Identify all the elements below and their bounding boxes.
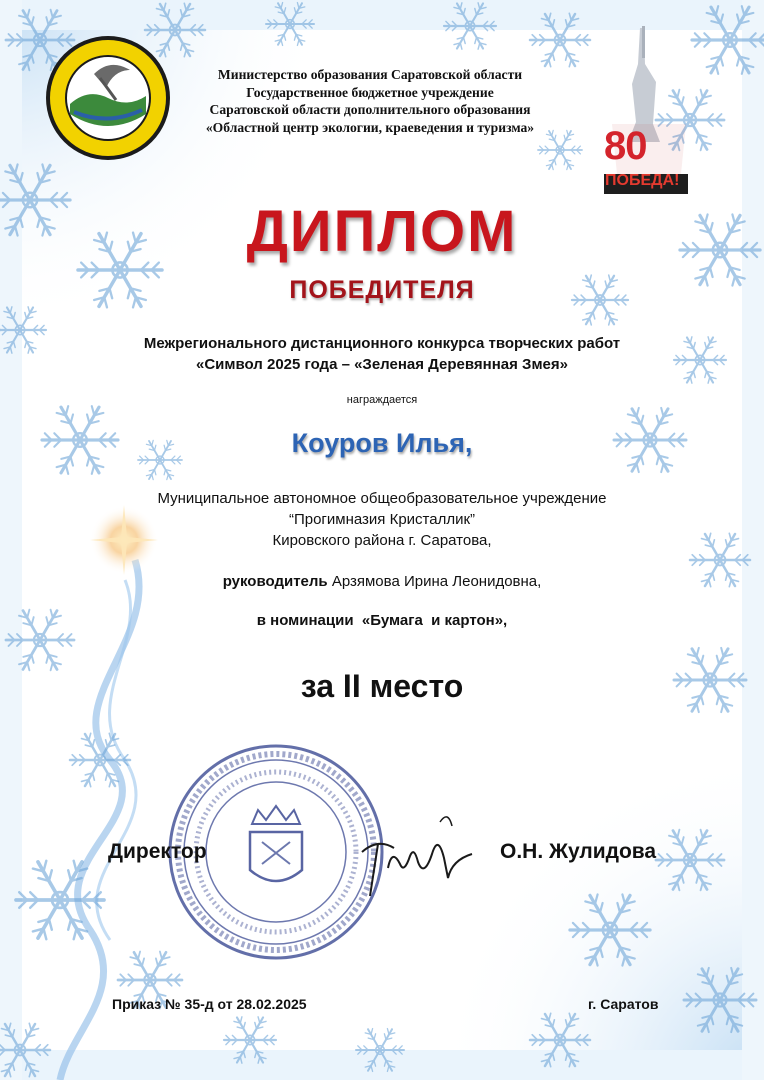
- ministry-line-1: Министерство образования Саратовской области: [217, 67, 523, 82]
- awarded-label: награждается: [346, 394, 418, 406]
- school-line-1: Муниципальное автономное общеобразовательное учреждение: [157, 490, 607, 507]
- victory-text: ПОБЕДА!: [605, 172, 680, 189]
- school-info: [0, 488, 764, 551]
- leader-name: Арзямова Ирина Леонидовна,: [331, 573, 542, 590]
- award-place: за II место: [300, 668, 464, 704]
- footer-city: г. Саратов: [588, 996, 659, 1012]
- school-line-3: Кировского района г. Саратова,: [272, 532, 492, 549]
- order-number: Приказ № 35-д от 28.02.2025: [112, 996, 307, 1012]
- diploma-subtitle: ПОБЕДИТЕЛЯ: [289, 276, 475, 304]
- nomination: в номинации «Бумага и картон»,: [256, 612, 508, 629]
- director-name: О.Н. Жулидова: [500, 840, 657, 863]
- ecology-center-logo: [44, 34, 172, 162]
- leader-line: [0, 573, 764, 590]
- school-line-2: “Прогимназия Кристаллик”: [288, 511, 476, 528]
- director-label: Директор: [108, 840, 207, 863]
- ministry-line-2: Государственное бюджетное учреждение: [246, 84, 494, 100]
- ministry-header: [160, 66, 580, 136]
- recipient-name: Коуров Илья,: [291, 428, 473, 458]
- diploma-title: ДИПЛОМ: [246, 199, 518, 264]
- contest-name: [0, 333, 764, 375]
- contest-line-1: Межрегионального дистанционного конкурса творческих работ: [143, 335, 621, 352]
- contest-line-2: «Символ 2025 года – «Зеленая Деревянная Змея»: [196, 356, 568, 373]
- director-signature: [348, 808, 478, 904]
- ministry-line-3: Саратовской области дополнительного образования: [209, 102, 531, 117]
- leader-label: руководитель: [222, 573, 328, 590]
- victory-number: 80: [604, 124, 647, 168]
- ministry-line-4: «Областной центр экологии, краеведения и туризма»: [205, 119, 535, 135]
